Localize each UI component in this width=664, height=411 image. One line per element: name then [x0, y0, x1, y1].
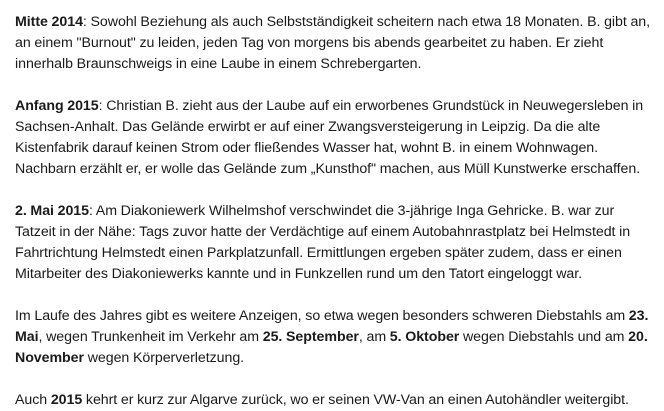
bold-text: Mai — [15, 329, 39, 345]
text-line — [15, 117, 655, 138]
text-run: Kistenfabrik darauf keinen Strom oder fließendes Wasser hat, wohnt B. in einem Wohnwagen. — [15, 140, 599, 156]
bold-text: November — [15, 350, 84, 366]
document-body — [15, 12, 655, 411]
paragraph — [15, 96, 655, 180]
text-run: wegen Körperverletzung. — [84, 350, 245, 366]
text-line — [15, 33, 655, 54]
text-line — [15, 348, 655, 369]
text-line — [15, 96, 655, 117]
text-run: : Sowohl Beziehung als auch Selbstständigkeit scheitern nach etwa 18 Monaten. B. gibt an, — [82, 14, 651, 30]
text-run: innerhalb Braunschweigs in eine Laube in einem Schrebergarten. — [15, 56, 422, 72]
bold-text: Mitte 2014 — [15, 14, 83, 30]
paragraph — [15, 390, 655, 411]
text-line — [15, 390, 655, 411]
text-line — [15, 159, 655, 180]
text-run: , wegen Trunkenheit im Verkehr am — [38, 329, 263, 345]
text-run: Auch — [15, 392, 51, 408]
bold-text: 2015 — [50, 392, 83, 408]
text-line — [15, 327, 655, 348]
text-run: , am — [358, 329, 390, 345]
text-run: : Am Diakoniewerk Wilhelmshof verschwindet die 3-jährige Inga Gehricke. B. war zur — [88, 203, 615, 219]
text-run: Sachsen-Anhalt. Das Gelände erwirbt er auf einer Zwangsversteigerung in Leipzig. Da die alte — [15, 119, 601, 135]
text-run: an einem "Burnout" zu leiden, jeden Tag von morgens bis abends gearbeitet zu haben. Er zieht — [15, 35, 604, 51]
text-line — [15, 201, 655, 222]
bold-text: 2. Mai 2015 — [15, 203, 89, 219]
text-line — [15, 243, 655, 264]
text-run: : Christian B. zieht aus der Laube auf ein erworbenes Grundstück in Neuwegersleben in — [98, 98, 644, 114]
text-line — [15, 264, 655, 285]
text-run: Im Laufe des Jahres gibt es weitere Anzeigen, so etwa wegen besonders schweren Diebstahls am — [15, 308, 629, 324]
bold-text: 23. — [628, 308, 649, 324]
bold-text: 20. — [628, 329, 648, 345]
bold-text: 25. September — [262, 329, 359, 345]
text-run: wegen Diebstahls und am — [459, 329, 629, 345]
bold-text: Anfang 2015 — [15, 98, 99, 114]
paragraph — [15, 306, 655, 369]
text-run: Fahrtrichtung Helmstedt einen Parkplatzunfall. Ermittlungen ergeben später zudem, dass er einen — [15, 245, 622, 261]
text-run: kehrt er kurz zur Algarve zurück, wo er seinen VW-Van an einen Autohändler weitergibt. — [82, 392, 629, 408]
text-line — [15, 138, 655, 159]
paragraph — [15, 201, 655, 285]
text-run: Tatzeit in der Nähe: Tags zuvor hatte der Verdächtige auf einem Autobahnrastplatz bei Helmstedt in — [15, 224, 631, 240]
text-line — [15, 12, 655, 33]
text-run: Nachbarn erzählt er, er wolle das Gelände zum „Kunsthof" machen, aus Müll Kunstwerke erschaffen. — [15, 161, 641, 177]
text-line — [15, 54, 655, 75]
text-line — [15, 222, 655, 243]
bold-text: 5. Oktober — [389, 329, 460, 345]
text-run: Mitarbeiter des Diakoniewerks kannte und in Funkzellen rund um den Tatort eingeloggt war. — [15, 266, 583, 282]
text-line — [15, 306, 655, 327]
paragraph — [15, 12, 655, 75]
